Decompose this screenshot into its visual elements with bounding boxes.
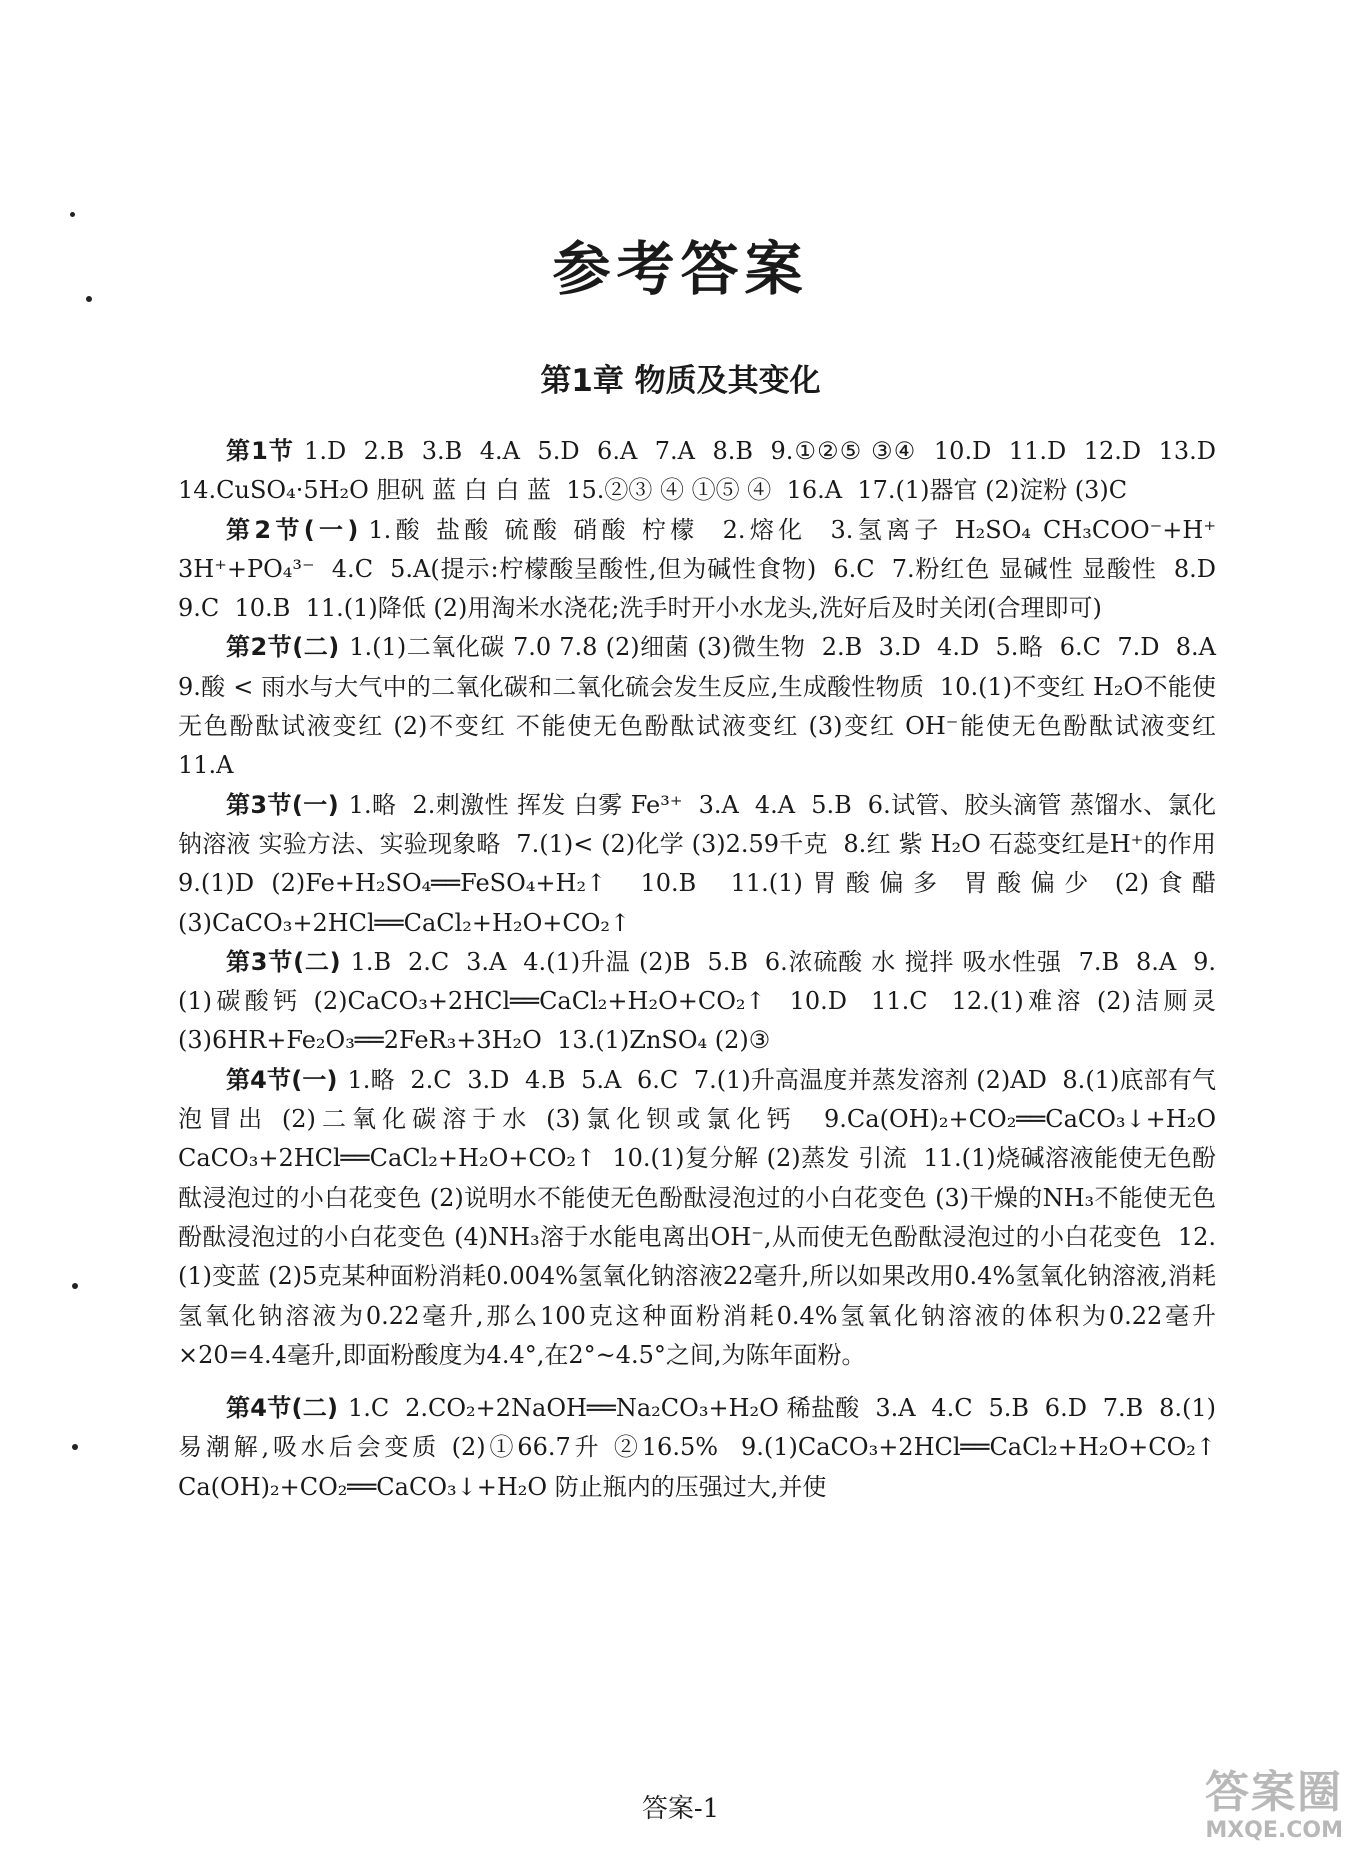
answer-section: [178, 511, 1232, 629]
answer-section: [178, 786, 1232, 943]
answer-section: [178, 1061, 1224, 1375]
page-title: 参考答案: [552, 235, 809, 303]
watermark-mark: 答案圈: [1205, 1767, 1343, 1818]
section-answers: 1.D 2.B 3.B 4.A 5.D 6.A 7.A 8.B 9.①②⑤ ③④ 10.D 11.D 12.D 13.D 14.CuSO₄·5H₂O 胆矾 蓝 白 白 蓝 15.②③ ④ ①⑤ ④ 16.A 17.(1)器官 (2)淀粉 (3)C: [178, 437, 1232, 505]
section-answers: 1.(1)二氧化碳 7.0 7.8 (2)细菌 (3)微生物 2.B 3.D 4.D 5.略 6.C 7.D 8.A 9.酸 < 雨水与大气中的二氧化碳和二氧化硫会发生反应,生成酸性物质 10.(1)不变红 H₂O不能使无色酚酞试液变红 (2)不变红 不能使无色酚酞试液变红 (3)变红 OH⁻能使无色酚酞试液变红 11.A: [178, 633, 1232, 780]
section-label: 第3节(一): [226, 790, 339, 819]
section-label: 第1节: [226, 437, 295, 465]
section-answers: 1.略 2.C 3.D 4.B 5.A 6.C 7.(1)升高温度并蒸发溶剂 (2)AD 8.(1)底部有气泡冒出 (2)二氧化碳溶于水 (3)氯化钡或氯化钙 9.Ca(OH)₂+CO₂══CaCO₃↓+H₂O CaCO₃+2HCl══CaCl₂+H₂O+CO₂↑ 10.(1)复分解 (2)蒸发 引流 11.(1)烧碱溶液能使无色酚酞浸泡过的小白花变色 (2)说明水不能使无色酚酞浸泡过的小白花变色 (3)干燥的NH₃不能使无色酚酞浸泡过的小白花变色 (4)NH₃溶于水能电离出OH⁻,从而使无色酚酞浸泡过的小白花变色 12.(1)变蓝 (2)5克某种面粉消耗0.004%氢氧化钠溶液22毫升,所以如果改用0.4%氢氧化钠溶液,消耗氢氧化钠溶液为0.22毫升,那么100克这种面粉消耗0.4%氢氧化钠溶液的体积为0.22毫升×20=4.4毫升,即面粉酸度为4.4°,在2°~4.5°之间,为陈年面粉。: [178, 1065, 1224, 1369]
scan-speck: [72, 1283, 78, 1289]
answer-section: [178, 432, 1232, 511]
section-label: 第4节(二): [226, 1394, 339, 1423]
page-number: 答案-1: [641, 1794, 720, 1824]
answer-list: [178, 432, 1232, 1507]
answer-section: [178, 628, 1232, 785]
section-label: 第4节(一): [226, 1065, 338, 1094]
chapter-title: 第1章 物质及其变化: [540, 363, 821, 399]
watermark-site: MXQE.COM: [1205, 1818, 1343, 1843]
section-answers: 1.酸 盐酸 硫酸 硝酸 柠檬 2.熔化 3.氢离子 H₂SO₄ CH₃COO⁻+H⁺ 3H⁺+PO₄³⁻ 4.C 5.A(提示:柠檬酸呈酸性,但为碱性食物) 6.C 7.粉红色 显碱性 显酸性 8.D 9.C 10.B 11.(1)降低 (2)用淘米水浇花;洗手时开小水龙头,洗好后及时关闭(合理即可): [178, 515, 1232, 623]
section-label: 第2节(一): [226, 515, 359, 544]
section-label: 第2节(二): [226, 633, 340, 662]
answer-section: [178, 943, 1224, 1061]
section-label: 第3节(二): [226, 947, 341, 976]
section-answers: 1.C 2.CO₂+2NaOH══Na₂CO₃+H₂O 稀盐酸 3.A 4.C 5.B 6.D 7.B 8.(1)易潮解,吸水后会变质 (2)①66.7升 ②16.5% 9.(1)CaCO₃+2HCl══CaCl₂+H₂O+CO₂↑ Ca(OH)₂+CO₂══CaCO₃↓+H₂O 防止瓶内的压强过大,并使: [178, 1394, 1224, 1501]
section-answers: 1.B 2.C 3.A 4.(1)升温 (2)B 5.B 6.浓硫酸 水 搅拌 吸水性强 7.B 8.A 9.(1)碳酸钙 (2)CaCO₃+2HCl══CaCl₂+H₂O+CO₂↑ 10.D 11.C 12.(1)难溶 (2)洁厕灵 (3)6HR+Fe₂O₃══2FeR₃+3H₂O 13.(1)ZnSO₄ (2)③: [178, 947, 1224, 1055]
answer-section: [178, 1389, 1224, 1507]
section-answers: 1.略 2.刺激性 挥发 白雾 Fe³⁺ 3.A 4.A 5.B 6.试管、胶头滴管 蒸馏水、氯化钠溶液 实验方法、实验现象略 7.(1)< (2)化学 (3)2.59千克 8.红 紫 H₂O 石蕊变红是H⁺的作用 9.(1)D (2)Fe+H₂SO₄══FeSO₄+H₂↑ 10.B 11.(1)胃酸偏多 胃酸偏少 (2)食醋 (3)CaCO₃+2HCl══CaCl₂+H₂O+CO₂↑: [178, 790, 1232, 937]
scan-speck: [70, 212, 75, 217]
scan-speck: [72, 1444, 78, 1450]
watermark-logo: [1143, 1768, 1343, 1846]
